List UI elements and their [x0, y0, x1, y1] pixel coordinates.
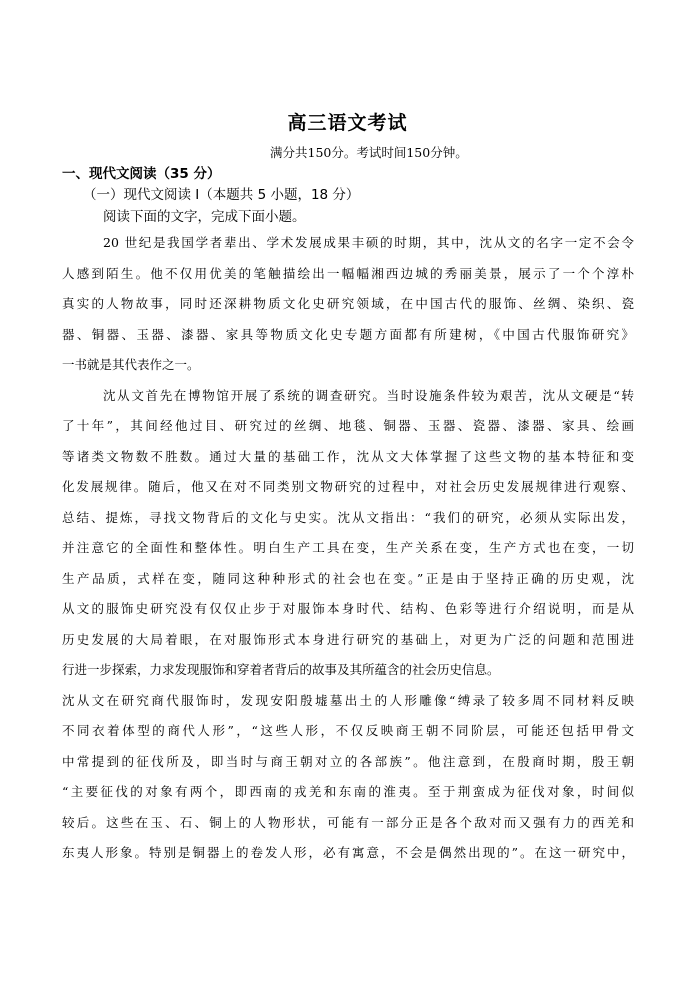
article-line: 了十年”，其间经他过目、研究过的丝绸、地毯、铜器、玉器、瓷器、漆器、家具、绘画 [62, 418, 634, 433]
article-line: 行进一步探索，力求发现服饰和穿着者背后的故事及其所蕴含的社会历史信息。 [62, 662, 500, 677]
article-line: 沈从文在研究商代服饰时，发现安阳殷墟墓出土的人形雕像“缚录了较多周不同材料反映 [62, 692, 634, 708]
article-line: 从文的服饰史研究没有仅仅止步于对服饰本身时代、结构、色彩等进行介绍说明，而是从 [62, 601, 634, 616]
article-line: 器、铜器、玉器、漆器、家具等物质文化史专题方面都有所建树，《中国古代服饰研究》 [62, 326, 634, 342]
article-line: 一书就是其代表作之一。 [62, 357, 200, 372]
article-line: 人感到陌生。他不仅用优美的笔触描绘出一幅幅湘西边城的秀丽美景，展示了一个个淳朴 [62, 265, 634, 281]
section-heading: 一、现代文阅读（35 分） [62, 166, 221, 182]
article-body [62, 228, 634, 869]
article-line: 较后。这些在玉、石、铜上的人物形状，可能有一部分正是各个敌对而又强有力的西羌和 [62, 814, 634, 830]
article-line: 中常提到的征伐所及，即当时与商王朝对立的各部族”。他注意到，在殷商时期，殷王朝 [62, 753, 634, 769]
article-line: 生产品质，式样在变，随同这种种形式的社会也在变。”正是由于坚持正确的历史观，沈 [62, 570, 634, 586]
article-line: 东夷人形象。特别是铜器上的卷发人形，必有寓意，不会是偶然出现的”。在这一研究中， [62, 845, 634, 860]
article-line: 沈从文首先在博物馆开展了系统的调查研究。当时设施条件较为艰苦，沈从文硬是“转 [103, 387, 634, 403]
article-line: 不同衣着体型的商代人形”，“这些人形，不仅反映商王朝不同阶层，可能还包括甲骨文 [62, 723, 634, 738]
reading-instruction: 阅读下面的文字，完成下面小题。 [103, 209, 306, 225]
article-line: 真实的人物故事，同时还深耕物质文化史研究领域，在中国古代的服饰、丝绸、染织、瓷 [62, 296, 634, 311]
article-line: 化发展规律。随后，他又在对不同类别文物研究的过程中，对社会历史发展规律进行观察、 [62, 479, 634, 494]
article-line: 历史发展的大局着眼，在对服饰形式本身进行研究的基础上，对更为广泛的问题和范围进 [62, 631, 634, 647]
article-line: 等诸类文物数不胜数。通过大量的基础工作，沈从文大体掌握了这些文物的基本特征和变 [62, 448, 634, 464]
article-line: 总结、提炼，寻找文物背后的文化与史实。沈从文指出：“我们的研究，必须从实际出发， [62, 509, 634, 525]
article-line: “主要征伐的对象有两个，即西南的戎羌和东南的淮夷。至于荆蛮成为征伐对象，时间似 [62, 784, 634, 799]
article-line: 并注意它的全面性和整体性。明白生产工具在变，生产关系在变，生产方式也在变，一切 [62, 540, 634, 555]
exam-info: 满分共150分。考试时间150分钟。 [270, 145, 468, 160]
article-line: 20 世纪是我国学者辈出、学术发展成果丰硕的时期，其中，沈从文的名字一定不会令 [103, 235, 634, 250]
subsection-heading: （一）现代文阅读 I（本题共 5 小题，18 分） [83, 187, 360, 203]
page-title: 高三语文考试 [287, 112, 408, 134]
